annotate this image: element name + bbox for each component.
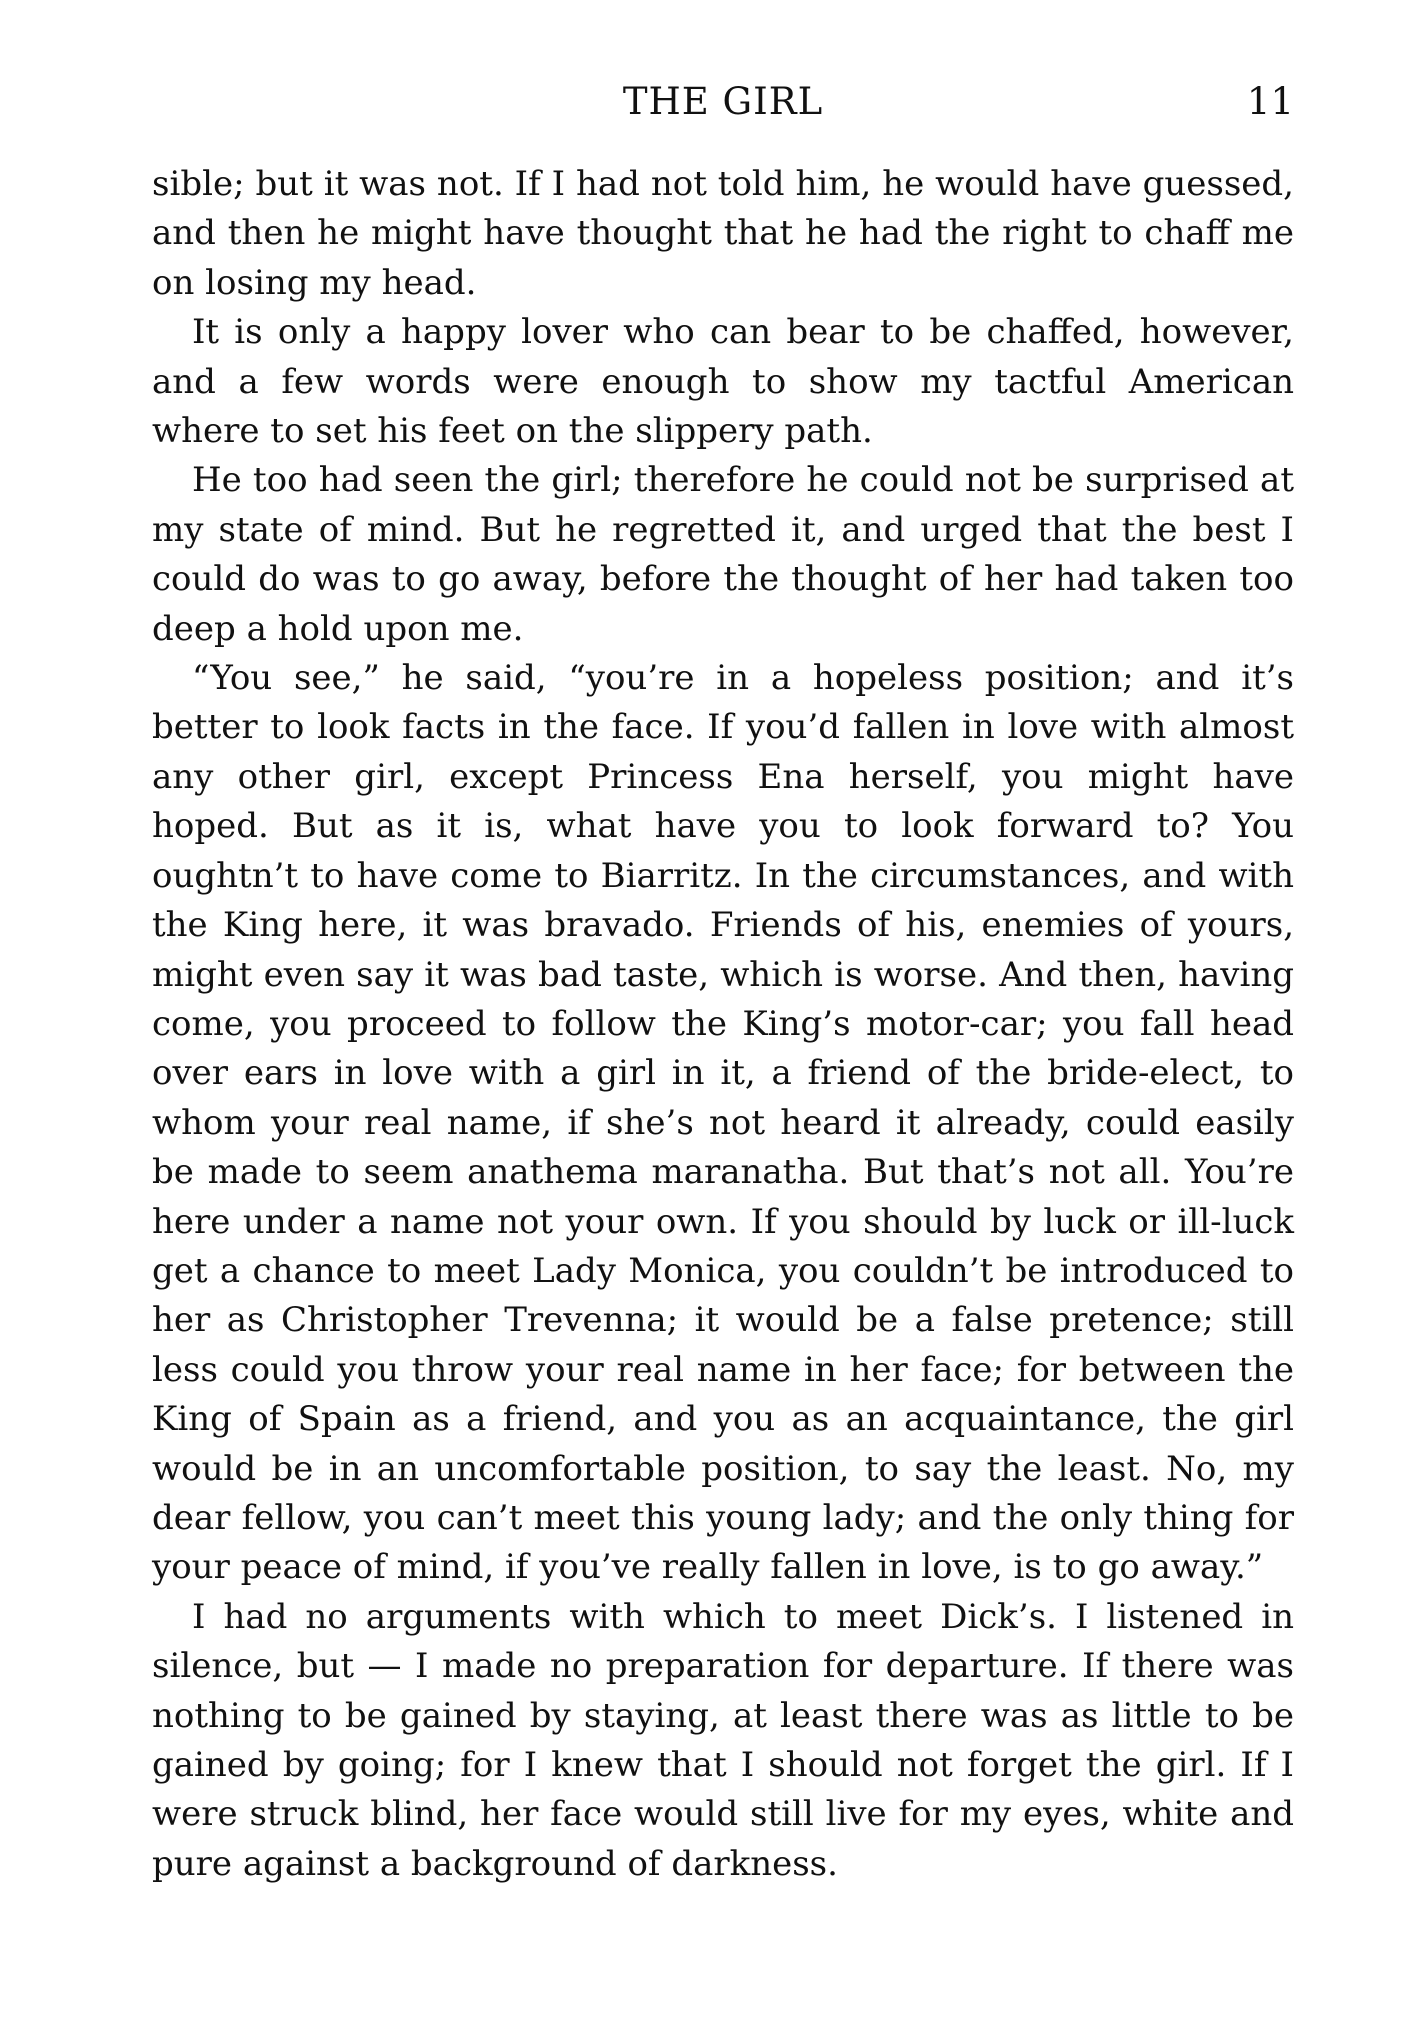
body-text — [152, 160, 1294, 1889]
paragraph-dialogue: “You see,” he said, “you’re in a hopeless position; and it’s better to look facts in the face. If you’d fallen in love with almost any other girl, except Princess Ena herself, you might have hoped. But as it is, what have you to look forward to? You oughtn’t to have come to Biarritz. In the circumstances, and with the King here, it was bravado. Friends of his, enemies of yours, might even say it was bad taste, which is worse. And then, having come, you proceed to follow the King’s motor-car; you fall head over ears in love with a girl in it, a friend of the bride-elect, to whom your real name, if she’s not heard it already, could easily be made to seem anathema maranatha. But that’s not all. You’re here under a name not your own. If you should by luck or ill-luck get a chance to meet Lady Monica, you couldn’t be introduced to her as Christopher Trevenna; it would be a false pretence; still less could you throw your real name in her face; for between the King of Spain as a friend, and you as an acquaintance, the girl would be in an uncomfortable position, to say the least. No, my dear fellow, you can’t meet this young lady; and the only thing for your peace of mind, if you’ve really fallen in love, is to go away.” — [152, 658, 1294, 1588]
paragraph: It is only a happy lover who can bear to be chaffed, however, and a few words were enough to show my tactful American where to set his feet on the slippery path. — [152, 312, 1294, 452]
page-header — [152, 78, 1294, 126]
running-title: THE GIRL — [622, 80, 824, 123]
page-number: 11 — [1246, 80, 1294, 123]
paragraph: I had no arguments with which to meet Dick’s. I listened in silence, but — I made no preparation for departure. If there was nothing to be gained by staying, at least there was as little to be gained by going; for I knew that I should not forget the girl. If I were struck blind, her face would still live for my eyes, white and pure against a background of darkness. — [152, 1596, 1294, 1884]
paragraph: He too had seen the girl; therefore he could not be surprised at my state of mind. But he regretted it, and urged that the best I could do was to go away, before the thought of her had taken too deep a hold upon me. — [152, 460, 1294, 649]
paragraph-continued: sible; but it was not. If I had not told him, he would have guessed, and then he might have thought that he had the right to chaff me on losing my head. — [152, 164, 1294, 303]
